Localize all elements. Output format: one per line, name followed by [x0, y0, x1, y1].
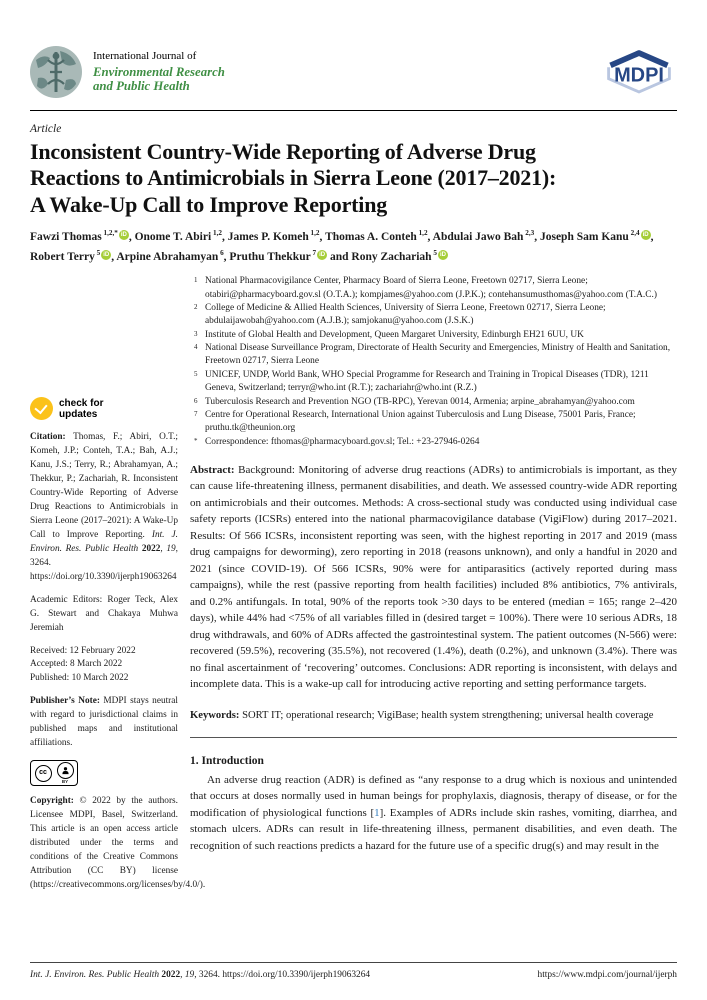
- orcid-icon[interactable]: iD: [642, 232, 649, 239]
- mdpi-logo: [601, 48, 677, 96]
- journal-globe-icon: [30, 46, 82, 98]
- journal-name-green-2: and Public Health: [93, 79, 190, 94]
- affiliation-item: * Correspondence: fthomas@pharmacyboard.gov.sl; Tel.: +23-27946-0264: [194, 436, 480, 447]
- article-type-label: Article: [30, 123, 62, 135]
- affiliation-item: 4 National Disease Surveillance Program, Directorate of Health Security and Emergencies, Ministry of Health and Sanitation, Freetown 02717, Sierra Leone: [194, 343, 671, 367]
- author: Pruthu Thekkur $^7$ iD and: [229, 249, 352, 264]
- title-line-2: Reactions to Antimicrobials in Sierra Leone (2017–2021):: [30, 165, 557, 191]
- author: Fawzi Thomas $^{1,2,*}$ iD ,: [30, 229, 135, 244]
- title-line-1: Inconsistent Country-Wide Reporting of Adverse Drug: [30, 139, 536, 164]
- abstract: Abstract: Background: Monitoring of adverse drug reactions (ADRs) to antimicrobials is important, as they can cause life-threatening illness, permanent disabilities, and death. We assessed country-wide ADR reporting on antimicrobials and their outcomes. Methods: A cross-sectional study was conducted using individual case safety reports (ICSRs) entered into the national pharmacovigilance database (VigiFlow) during 2017–2021. Results: Of 566 ICSRs, inconsistent reporting was seen, with the highest reporting in 2017 and 2019 (mass drug campaigns for deworming), zero reporting in 2018 (reasons unknown), and only a handful in 2020 and 2021 (since COVID-19). Of 566 ICSRs, 90% were for antiparasitics (actively reported during mass campaigns), while the rest (passive reporting from health facilities) included 8% antibiotics, 7% antivirals, and 0.2% antifungals. In total, 90% of the reports took >30 days to be entered (median = 165; range 2–420 days), while 44% had <75% of all variables filled in (desired target = 100%). There were 10 serious ADRs, 18 drug withdrawals, and 60% of ADRs affected the gastrointestinal system. The patient outcomes (N-566) were: recovered (59.5%), recovering (35.5%), not recovered (1.4%), death (0.2%), and unknown (3.4%). There was no final ascertainment of ‘recovering’ outcomes. Conclusions: ADR reporting is inconsistent, with delays and incomplete data. This is a wake-up call for introducing active reporting and setting performance targets.: [190, 463, 677, 691]
- affiliation-item: 5 UNICEF, UNDP, World Bank, WHO Special Programme for Research and Training in Tropical Diseases (TDR), 1211 Geneva, Switzerland; terryr@who.int (R.T.); zachariahr@who.int (R.Z.): [194, 369, 649, 394]
- footer-journal-url[interactable]: https://www.mdpi.com/journal/ijerph: [537, 970, 677, 980]
- accepted-date: Accepted: 8 March 2022: [30, 659, 123, 670]
- affiliation-item: 7 Centre for Operational Research, International Union against Tuberculosis and Lung Disease, 75001 Paris, France; pruthu.tk@theunion.org: [194, 409, 636, 434]
- received-date: Received: 12 February 2022: [30, 645, 136, 656]
- footer-citation: Int. J. Environ. Res. Public Health 2022, 19, 3264. https://doi.org/10.3390/ijerph19063264: [30, 970, 371, 980]
- dates-block: [30, 645, 178, 687]
- publishers-note: Publisher’s Note: MDPI stays neutral with regard to jurisdictional claims in published maps and institutional affiliations.: [30, 696, 178, 749]
- page-title: [30, 139, 677, 218]
- check-icon: [30, 397, 53, 420]
- journal-header: [30, 30, 677, 111]
- author: Robert Terry $^5$ iD ,: [30, 249, 117, 264]
- main-column: [178, 271, 677, 854]
- affiliations-list: [190, 275, 677, 448]
- affiliation-item: 6 Tuberculosis Research and Prevention NGO (TB-RPC), Yerevan 0014, Armenia; arpine_abrahamyan@yahoo.com: [194, 396, 635, 407]
- copyright-block: Copyright: © 2022 by the authors. Licensee MDPI, Basel, Switzerland. This article is an open access article distributed under the terms and conditions of the Creative Commons Attribution (CC BY) license (https://creativecommons.org/licenses/by/4.0/).: [30, 796, 206, 890]
- check-for-updates-badge[interactable]: [30, 397, 178, 420]
- orcid-icon[interactable]: iD: [439, 252, 446, 259]
- author: Abdulai Jawo Bah $^{2,3}$,: [432, 229, 540, 244]
- affiliation-item: 3 Institute of Global Health and Development, Queen Margaret University, Edinburgh EH21 6UU, UK: [194, 329, 584, 340]
- published-date: Published: 10 March 2022: [30, 673, 129, 684]
- orcid-icon[interactable]: iD: [103, 252, 110, 259]
- section-heading-introduction: 1. Introduction: [190, 754, 264, 767]
- left-margin-column: [30, 271, 206, 901]
- person-icon: [57, 762, 74, 779]
- journal-name: [93, 50, 225, 94]
- author: Onome T. Abiri $^{1,2}$,: [134, 229, 228, 244]
- introduction-paragraph: An adverse drug reaction (ADR) is defined as “any response to a drug which is noxious and unintended that occurs at doses normally used in human beings for prophylaxis, diagnosis, therapy of disease, or for the modification of physiological functions [1]. Examples of ADRs include skin rashes, vomiting, diarrhea, and stomach ulcers. ADRs can result in life-threatening illness, permanent disabilities, and even death. The recognition of such reactions predicts a hazard for the future use of a specific drug(s) and may result in the: [190, 773, 677, 852]
- by-label: BY: [61, 778, 69, 784]
- reference-link-1[interactable]: 1: [374, 806, 380, 819]
- journal-logo-wrap: [30, 46, 225, 98]
- author: Arpine Abrahamyan $^6$,: [116, 249, 230, 264]
- affiliation-item: 2 College of Medicine & Allied Health Sciences, University of Sierra Leone, Freetown 02717, Sierra Leone; abdulaijawobah@yahoo.com (A.J.B.); samjokanu@yahoo.com (J.S.K.): [194, 303, 606, 327]
- orcid-icon[interactable]: iD: [120, 232, 127, 239]
- author-list: [30, 227, 677, 267]
- citation-doi[interactable]: , 3264. https://doi.org/10.3390/ijerph19063264: [30, 543, 178, 582]
- affiliation-item: 1 National Pharmacovigilance Center, Pharmacy Board of Sierra Leone, Freetown 02717, Sierra Leone; otabiri@pharmacyboard.gov.sl (O.T.A.); kompjames@yahoo.com (J.P.K.); contehansumusthomas@yahoo.com (T.A.C.): [194, 276, 657, 300]
- author: James P. Komeh $^{1,2}$,: [227, 229, 326, 244]
- cc-by-license-badge[interactable]: [30, 760, 78, 786]
- footer-doi[interactable]: , 3264. https://doi.org/10.3390/ijerph19063264: [194, 970, 371, 980]
- orcid-icon[interactable]: iD: [319, 252, 326, 259]
- author: Joseph Sam Kanu $^{2,4}$ iD ,: [539, 229, 654, 244]
- page-footer: [30, 962, 677, 980]
- author: Thomas A. Conteh $^{1,2}$,: [325, 229, 433, 244]
- author: Rony Zachariah $^5$ iD: [351, 249, 446, 264]
- journal-name-top: International Journal of: [93, 49, 197, 62]
- cc-icon: cc: [35, 765, 52, 782]
- citation-block: Citation: Thomas, F.; Abiri, O.T.; Komeh, J.P.; Conteh, T.A.; Bah, A.J.; Kanu, J.S.; Terry, R.; Abrahamyan, A.; Thekkur, P.; Zachariah, R. Inconsistent Country-Wide Reporting of Adverse Drug Reactions to Antimicrobials in Sierra Leone (2017–2021): A Wake-Up Call to Improve Reporting. Int. J. Environ. Res. Public Health 2022, 19, 3264. https://doi.org/10.3390/ijerph19063264: [30, 432, 178, 582]
- check-for-updates-label: check for updates: [59, 397, 104, 420]
- academic-editors: Academic Editors: Roger Teck, Alex G. Stewart and Chakaya Muhwa Jeremiah: [30, 594, 178, 633]
- journal-name-green-1: Environmental Research: [93, 64, 225, 79]
- svg-text:MDPI: MDPI: [614, 64, 664, 87]
- title-line-3: A Wake-Up Call to Improve Reporting: [30, 191, 388, 217]
- keywords: Keywords: SORT IT; operational research; VigiBase; health system strengthening; universal health coverage: [190, 709, 654, 721]
- section-divider: [190, 737, 677, 738]
